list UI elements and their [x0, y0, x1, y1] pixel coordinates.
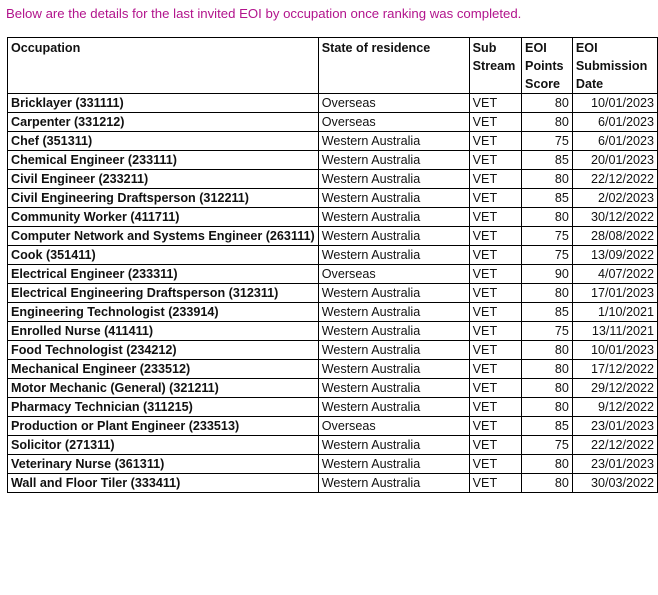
cell-occupation: Production or Plant Engineer (233513): [8, 417, 319, 436]
cell-occupation: Solicitor (271311): [8, 436, 319, 455]
cell-state: Overseas: [318, 94, 469, 113]
table-row: [8, 417, 658, 436]
table-row: [8, 208, 658, 227]
cell-occupation: Electrical Engineer (233311): [8, 265, 319, 284]
cell-occupation: Wall and Floor Tiler (333411): [8, 474, 319, 493]
table-row: [8, 379, 658, 398]
cell-occupation: Cook (351411): [8, 246, 319, 265]
cell-points-score: 75: [522, 436, 573, 455]
cell-occupation: Civil Engineering Draftsperson (312211): [8, 189, 319, 208]
cell-occupation: Civil Engineer (233211): [8, 170, 319, 189]
cell-sub-stream: VET: [469, 189, 521, 208]
cell-submission-date: 2/02/2023: [572, 189, 657, 208]
table-body: [8, 94, 658, 493]
cell-points-score: 85: [522, 189, 573, 208]
intro-text: Below are the details for the last invited EOI by occupation once ranking was completed.: [6, 6, 522, 21]
cell-submission-date: 17/01/2023: [572, 284, 657, 303]
table-row: [8, 227, 658, 246]
cell-points-score: 80: [522, 208, 573, 227]
cell-submission-date: 22/12/2022: [572, 170, 657, 189]
cell-submission-date: 13/11/2021: [572, 322, 657, 341]
cell-submission-date: 9/12/2022: [572, 398, 657, 417]
cell-points-score: 75: [522, 322, 573, 341]
cell-submission-date: 10/01/2023: [572, 341, 657, 360]
cell-points-score: 85: [522, 417, 573, 436]
table-row: [8, 94, 658, 113]
cell-state: Western Australia: [318, 474, 469, 493]
cell-sub-stream: VET: [469, 170, 521, 189]
table-row: [8, 170, 658, 189]
table-row: [8, 341, 658, 360]
cell-points-score: 80: [522, 341, 573, 360]
header-sub-stream: Sub Stream: [469, 38, 521, 94]
cell-state: Overseas: [318, 113, 469, 132]
cell-sub-stream: VET: [469, 208, 521, 227]
cell-occupation: Chemical Engineer (233111): [8, 151, 319, 170]
cell-occupation: Food Technologist (234212): [8, 341, 319, 360]
cell-sub-stream: VET: [469, 360, 521, 379]
table-row: [8, 246, 658, 265]
cell-state: Western Australia: [318, 246, 469, 265]
cell-sub-stream: VET: [469, 398, 521, 417]
cell-state: Western Australia: [318, 379, 469, 398]
cell-points-score: 85: [522, 151, 573, 170]
cell-occupation: Carpenter (331212): [8, 113, 319, 132]
cell-sub-stream: VET: [469, 341, 521, 360]
cell-occupation: Engineering Technologist (233914): [8, 303, 319, 322]
cell-points-score: 80: [522, 474, 573, 493]
cell-sub-stream: VET: [469, 113, 521, 132]
cell-sub-stream: VET: [469, 417, 521, 436]
cell-occupation: Bricklayer (331111): [8, 94, 319, 113]
cell-submission-date: 30/03/2022: [572, 474, 657, 493]
cell-state: Overseas: [318, 265, 469, 284]
cell-occupation: Veterinary Nurse (361311): [8, 455, 319, 474]
cell-points-score: 80: [522, 170, 573, 189]
table-row: [8, 151, 658, 170]
table-row: [8, 455, 658, 474]
cell-sub-stream: VET: [469, 265, 521, 284]
cell-points-score: 80: [522, 360, 573, 379]
cell-occupation: Electrical Engineering Draftsperson (312311): [8, 284, 319, 303]
cell-points-score: 90: [522, 265, 573, 284]
eoi-table: [7, 37, 658, 493]
cell-occupation: Mechanical Engineer (233512): [8, 360, 319, 379]
cell-state: Western Australia: [318, 132, 469, 151]
cell-state: Western Australia: [318, 455, 469, 474]
cell-points-score: 75: [522, 132, 573, 151]
cell-sub-stream: VET: [469, 284, 521, 303]
cell-state: Western Australia: [318, 398, 469, 417]
cell-points-score: 85: [522, 303, 573, 322]
cell-state: Western Australia: [318, 151, 469, 170]
cell-occupation: Enrolled Nurse (411411): [8, 322, 319, 341]
table-row: [8, 284, 658, 303]
table-row: [8, 132, 658, 151]
cell-state: Western Australia: [318, 322, 469, 341]
cell-state: Western Australia: [318, 303, 469, 322]
header-points-score: EOI Points Score: [522, 38, 573, 94]
cell-occupation: Chef (351311): [8, 132, 319, 151]
cell-submission-date: 17/12/2022: [572, 360, 657, 379]
cell-submission-date: 6/01/2023: [572, 113, 657, 132]
cell-submission-date: 6/01/2023: [572, 132, 657, 151]
cell-submission-date: 29/12/2022: [572, 379, 657, 398]
cell-sub-stream: VET: [469, 379, 521, 398]
cell-points-score: 75: [522, 246, 573, 265]
cell-sub-stream: VET: [469, 322, 521, 341]
cell-sub-stream: VET: [469, 474, 521, 493]
cell-state: Western Australia: [318, 436, 469, 455]
header-occupation: Occupation: [8, 38, 319, 94]
table-row: [8, 265, 658, 284]
cell-points-score: 80: [522, 284, 573, 303]
cell-state: Western Australia: [318, 189, 469, 208]
cell-sub-stream: VET: [469, 94, 521, 113]
cell-submission-date: 28/08/2022: [572, 227, 657, 246]
cell-sub-stream: VET: [469, 227, 521, 246]
cell-occupation: Computer Network and Systems Engineer (263111): [8, 227, 319, 246]
cell-state: Overseas: [318, 417, 469, 436]
table-row: [8, 474, 658, 493]
cell-points-score: 75: [522, 227, 573, 246]
header-submission-date: EOI Submission Date: [572, 38, 657, 94]
cell-submission-date: 13/09/2022: [572, 246, 657, 265]
cell-points-score: 80: [522, 455, 573, 474]
table-row: [8, 113, 658, 132]
cell-state: Western Australia: [318, 227, 469, 246]
table-row: [8, 322, 658, 341]
cell-sub-stream: VET: [469, 436, 521, 455]
cell-points-score: 80: [522, 94, 573, 113]
cell-occupation: Community Worker (411711): [8, 208, 319, 227]
cell-submission-date: 4/07/2022: [572, 265, 657, 284]
table-row: [8, 189, 658, 208]
cell-points-score: 80: [522, 398, 573, 417]
cell-submission-date: 23/01/2023: [572, 417, 657, 436]
cell-sub-stream: VET: [469, 303, 521, 322]
cell-state: Western Australia: [318, 208, 469, 227]
cell-submission-date: 20/01/2023: [572, 151, 657, 170]
cell-state: Western Australia: [318, 170, 469, 189]
cell-sub-stream: VET: [469, 246, 521, 265]
header-state: State of residence: [318, 38, 469, 94]
table-header-row: [8, 38, 658, 94]
table-row: [8, 436, 658, 455]
cell-points-score: 80: [522, 379, 573, 398]
cell-submission-date: 10/01/2023: [572, 94, 657, 113]
cell-sub-stream: VET: [469, 455, 521, 474]
cell-occupation: Pharmacy Technician (311215): [8, 398, 319, 417]
cell-sub-stream: VET: [469, 132, 521, 151]
cell-submission-date: 23/01/2023: [572, 455, 657, 474]
cell-state: Western Australia: [318, 341, 469, 360]
cell-submission-date: 1/10/2021: [572, 303, 657, 322]
cell-submission-date: 22/12/2022: [572, 436, 657, 455]
table-row: [8, 398, 658, 417]
cell-occupation: Motor Mechanic (General) (321211): [8, 379, 319, 398]
cell-submission-date: 30/12/2022: [572, 208, 657, 227]
table-row: [8, 303, 658, 322]
cell-sub-stream: VET: [469, 151, 521, 170]
table-row: [8, 360, 658, 379]
cell-points-score: 80: [522, 113, 573, 132]
cell-state: Western Australia: [318, 284, 469, 303]
cell-state: Western Australia: [318, 360, 469, 379]
